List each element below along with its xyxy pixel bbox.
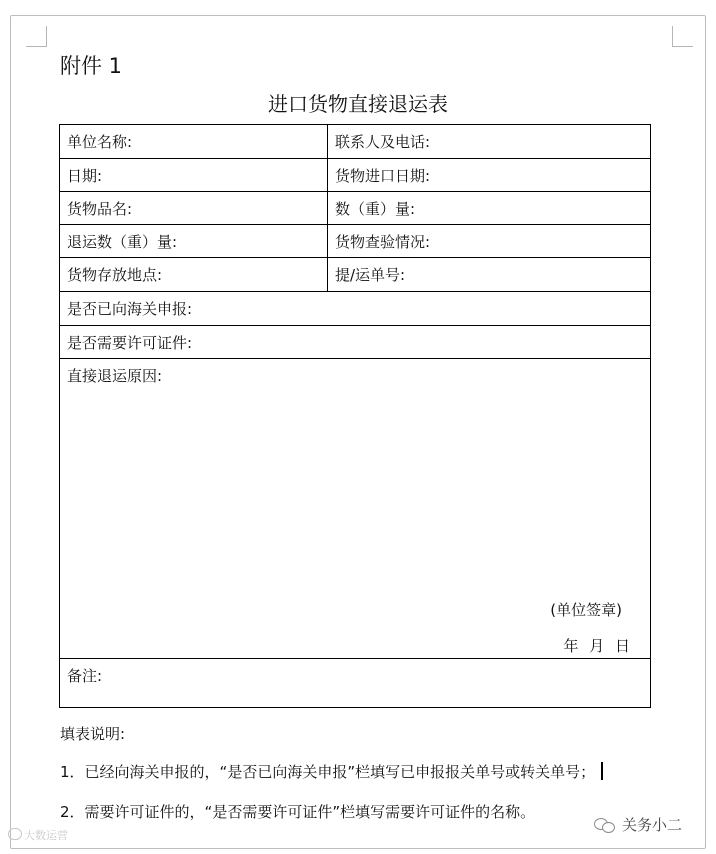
form-row xyxy=(60,125,650,159)
attachment-label: 附件 1 xyxy=(60,54,123,78)
form-row xyxy=(60,258,650,292)
crop-mark-top-left xyxy=(26,26,47,47)
form-title: 进口货物直接退运表 xyxy=(268,92,448,116)
quantity-weight-cell[interactable]: 数（重）量: xyxy=(335,199,416,218)
watermark-right-text: 关务小二 xyxy=(622,816,683,834)
remark-label: 备注: xyxy=(67,667,103,685)
watermark-left-text: 大数运营 xyxy=(24,829,68,842)
reason-section[interactable] xyxy=(60,359,650,659)
bill-of-lading-cell[interactable]: 提/运单号: xyxy=(335,266,406,284)
license-required-cell[interactable]: 是否需要许可证件: xyxy=(67,333,193,352)
date-signature-label: 年 月 日 xyxy=(563,637,630,655)
form-row xyxy=(60,292,650,326)
remark-section[interactable] xyxy=(60,659,650,707)
customs-declared-cell[interactable]: 是否已向海关申报: xyxy=(67,300,193,318)
weibo-logo-icon xyxy=(8,828,22,840)
goods-name-cell[interactable]: 货物品名: xyxy=(60,192,328,224)
watermark-right xyxy=(594,814,682,835)
form-row xyxy=(60,159,650,192)
text-cursor xyxy=(601,762,603,780)
return-shipment-form xyxy=(59,124,651,708)
unit-seal-label: (单位签章) xyxy=(550,601,622,619)
import-date-cell[interactable]: 货物进口日期: xyxy=(335,166,431,185)
note-item: 2．需要许可证件的，“是否需要许可证件”栏填写需要许可证件的名称。 xyxy=(60,803,536,821)
watermark-left xyxy=(8,827,68,843)
wechat-logo-icon xyxy=(594,816,616,834)
form-row xyxy=(60,192,650,225)
note-item xyxy=(60,762,603,782)
reason-label: 直接退运原因: xyxy=(67,367,163,385)
return-quantity-cell[interactable]: 退运数（重）量: xyxy=(60,225,328,257)
date-cell[interactable]: 日期: xyxy=(60,159,328,191)
unit-name-cell[interactable]: 单位名称: xyxy=(60,125,328,158)
form-row xyxy=(60,225,650,258)
crop-mark-top-right xyxy=(672,26,693,47)
storage-location-cell[interactable]: 货物存放地点: xyxy=(60,258,328,291)
note-text: 1．已经向海关申报的，“是否已向海关申报”栏填写已申报报关单号或转关单号； xyxy=(60,763,596,781)
notes-heading: 填表说明: xyxy=(60,725,126,743)
form-row xyxy=(60,326,650,359)
inspection-status-cell[interactable]: 货物查验情况: xyxy=(335,232,431,251)
contact-phone-cell[interactable]: 联系人及电话: xyxy=(335,133,431,151)
